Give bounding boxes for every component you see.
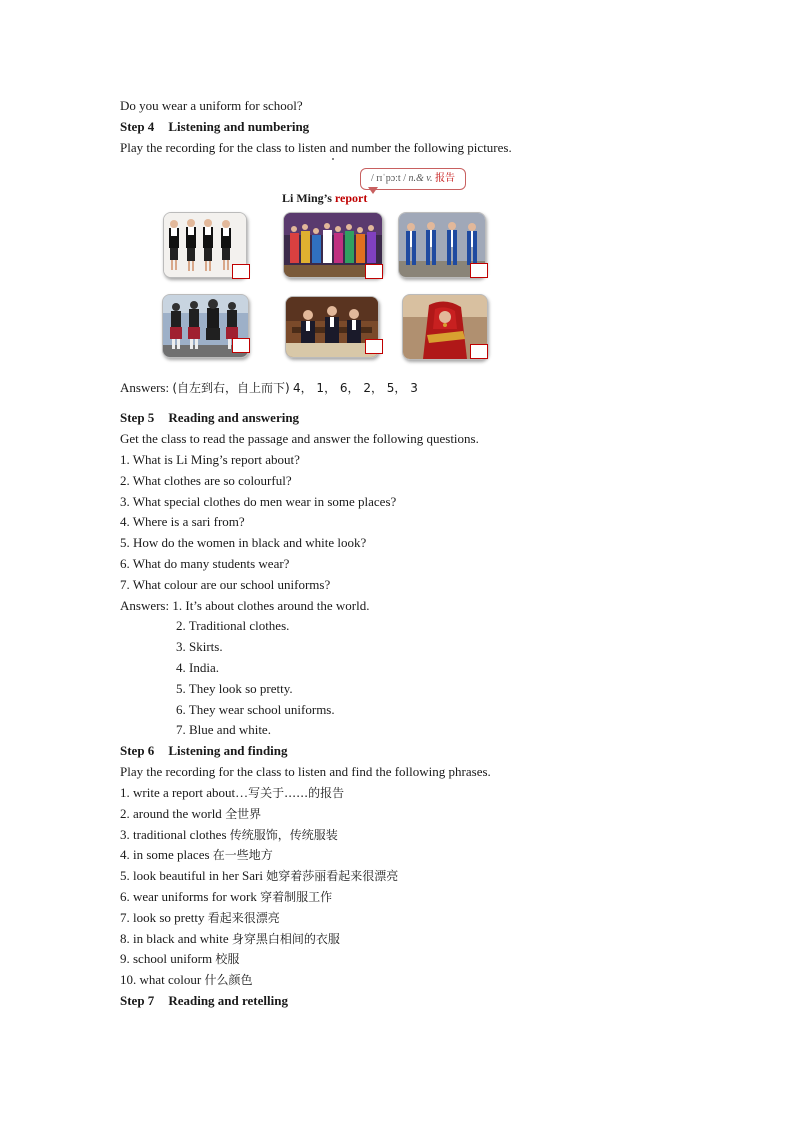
- step5-heading: [120, 410, 299, 426]
- phrase-item: [120, 785, 344, 801]
- step5-answer-first: [120, 598, 370, 614]
- step7-label: Step 7: [120, 993, 155, 1008]
- step6-heading: [120, 743, 288, 759]
- phrase-cn: 什么颜色: [204, 973, 253, 987]
- picture-5-number-box[interactable]: [365, 339, 383, 354]
- step5-answer: 6. They wear school uniforms.: [176, 702, 335, 717]
- picture-2-number-box[interactable]: [365, 264, 383, 279]
- step7-title: Reading and retelling: [168, 993, 288, 1008]
- phrase-cn: 在一些地方: [212, 848, 273, 862]
- phrase-cn: 传统服饰，传统服装: [229, 828, 338, 842]
- phrase-item: [120, 806, 261, 822]
- step5-question: 7. What colour are our school uniforms?: [120, 577, 331, 592]
- bubble-pos: n.& v.: [408, 173, 433, 184]
- phrase-en: 4. in some places: [120, 847, 210, 862]
- phrase-cn: 校服: [215, 952, 240, 966]
- step4-answers-values: 4， 1， 6， 2， 5， 3: [292, 381, 418, 395]
- phrase-en: 8. in black and white: [120, 931, 229, 946]
- picture-3-number-box[interactable]: [470, 263, 488, 278]
- figure-title-prefix: Li Ming’s: [282, 191, 335, 205]
- phrase-en: 7. look so pretty: [120, 910, 205, 925]
- phrase-en: 1. write a report about…: [120, 785, 249, 800]
- step5-answers-label: Answers:: [120, 598, 173, 613]
- phrase-cn: 看起来很漂亮: [207, 911, 280, 925]
- step5-question: 3. What special clothes do men wear in some places?: [120, 494, 397, 509]
- step4-title: Listening and numbering: [168, 119, 310, 134]
- phrase-item: [120, 931, 340, 947]
- phrase-cn: 穿着制服工作: [260, 890, 333, 904]
- step4-answers-label: Answers:: [120, 380, 170, 395]
- step4-answers-order: (自左到右，自上而下): [172, 381, 290, 395]
- step4-instruction: Play the recording for the class to listen and number the following pictures.: [120, 140, 512, 155]
- step5-label: Step 5: [120, 410, 155, 425]
- step5-answer: 1. It’s about clothes around the world.: [172, 598, 370, 613]
- phrase-en: 2. around the world: [120, 806, 222, 821]
- phrase-cn: 全世界: [225, 807, 262, 821]
- step5-answer: 5. They look so pretty.: [176, 681, 293, 696]
- step6-instruction: Play the recording for the class to listen and find the following phrases.: [120, 764, 491, 779]
- intro-question: Do you wear a uniform for school?: [120, 98, 303, 113]
- phrase-item: [120, 847, 273, 863]
- picture-4-number-box[interactable]: [232, 338, 250, 353]
- step6-label: Step 6: [120, 743, 155, 758]
- step5-answer: 7. Blue and white.: [176, 722, 271, 737]
- phrase-item: [120, 827, 338, 843]
- step5-answer: 3. Skirts.: [176, 639, 223, 654]
- step5-question: 5. How do the women in black and white look?: [120, 535, 367, 550]
- phrase-item: [120, 910, 280, 926]
- phrase-cn: 她穿着莎丽看起来很漂亮: [266, 869, 399, 883]
- phrase-cn: 写关于……的报告: [248, 786, 345, 800]
- figure-title-highlight: report: [334, 191, 368, 205]
- bubble-phonetic: / rɪˈpɔːt /: [371, 173, 406, 184]
- phrase-en: 3. traditional clothes: [120, 827, 227, 842]
- step5-question: 2. What clothes are so colourful?: [120, 473, 292, 488]
- step7-heading: [120, 993, 288, 1009]
- decorative-dot: [332, 158, 334, 160]
- step6-title: Listening and finding: [168, 743, 288, 758]
- step5-title: Reading and answering: [168, 410, 300, 425]
- phrase-item: [120, 972, 253, 988]
- phrase-en: 10. what colour: [120, 972, 202, 987]
- phrase-cn: 身穿黑白相间的衣服: [231, 932, 340, 946]
- bubble-cn: 报告: [434, 173, 455, 184]
- step5-answer: 4. India.: [176, 660, 219, 675]
- figure-title: [282, 191, 367, 206]
- phrase-item: [120, 951, 239, 967]
- step5-question: 4. Where is a sari from?: [120, 514, 245, 529]
- step4-answers: [120, 380, 418, 396]
- step5-answer: 2. Traditional clothes.: [176, 618, 290, 633]
- phrase-en: 5. look beautiful in her Sari: [120, 868, 263, 883]
- step5-question: 1. What is Li Ming’s report about?: [120, 452, 300, 467]
- phrase-item: [120, 889, 332, 905]
- phrase-en: 9. school uniform: [120, 951, 213, 966]
- picture-1-number-box[interactable]: [232, 264, 250, 279]
- phrase-en: 6. wear uniforms for work: [120, 889, 257, 904]
- picture-6-number-box[interactable]: [470, 344, 488, 359]
- step5-instruction: Get the class to read the passage and answer the following questions.: [120, 431, 479, 446]
- step5-question: 6. What do many students wear?: [120, 556, 290, 571]
- phrase-item: [120, 868, 398, 884]
- step4-label: Step 4: [120, 119, 155, 134]
- bubble-tail: [368, 187, 378, 194]
- step4-heading: [120, 119, 309, 135]
